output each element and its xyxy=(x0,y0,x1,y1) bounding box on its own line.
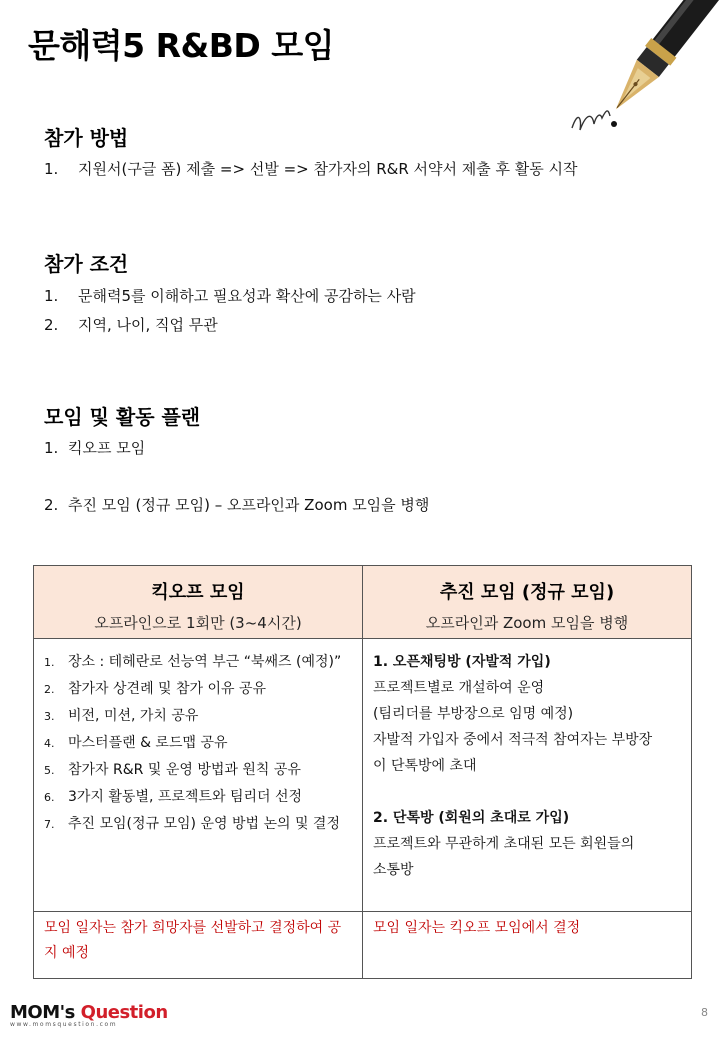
regular-date-note: 모임 일자는 킥오프 모임에서 결정 xyxy=(363,912,692,979)
text-line: (팀리더를 부방장으로 임명 예정) xyxy=(373,706,574,722)
regular-title: 추진 모임 (정규 모임) xyxy=(439,581,615,603)
list-item: 2. 참가자 상견례 및 참가 이유 공유 xyxy=(44,681,267,697)
text-line: 자발적 가입자 중에서 적극적 참여자는 부방장 xyxy=(373,732,653,748)
open-chat-title: 1. 오픈채팅방 (자발적 가입) xyxy=(373,654,551,670)
regular-header-cell xyxy=(363,566,692,639)
section-heading-conditions: 참가 조건 xyxy=(44,252,129,276)
list-item: 1. 킥오프 모임 xyxy=(44,439,146,457)
list-item: 7. 추진 모임(정규 모임) 운영 방법 논의 및 결정 xyxy=(44,816,340,832)
logo-url: www.momsquestion.com xyxy=(10,1021,118,1028)
kickoff-header-cell xyxy=(34,566,363,639)
section-heading-method: 참가 방법 xyxy=(44,126,129,150)
text-line: 프로젝트별로 개설하여 운영 xyxy=(373,680,545,696)
page-title: 문해력5 R&BD 모임 xyxy=(28,26,335,65)
page-number: 8 xyxy=(701,1006,708,1019)
logo-accent-text: Question xyxy=(80,1002,168,1023)
kickoff-title: 킥오프 모임 xyxy=(151,581,245,603)
list-item: 1. 문해력5를 이해하고 필요성과 확산에 공감하는 사람 xyxy=(44,287,416,305)
section-heading-plan: 모임 및 활동 플랜 xyxy=(44,405,201,429)
kickoff-date-note: 모임 일자는 참가 희망자를 선발하고 결정하여 공지 예정 xyxy=(34,912,363,979)
kickoff-agenda-cell xyxy=(34,639,363,912)
text-line: 프로젝트와 무관하게 초대된 모든 회원들의 xyxy=(373,836,635,852)
regular-detail-cell xyxy=(363,639,692,912)
kickoff-subtitle: 오프라인으로 1회만 (3~4시간) xyxy=(94,613,302,632)
list-item: 5. 참가자 R&R 및 운영 방법과 원칙 공유 xyxy=(44,762,301,778)
list-item: 1. 지원서(구글 폼) 제출 => 선발 => 참가자의 R&R 서약서 제출 후 활동 시작 xyxy=(44,160,578,178)
list-item: 6. 3가지 활동별, 프로젝트와 팀리더 선정 xyxy=(44,789,303,805)
group-chat-title: 2. 단톡방 (회원의 초대로 가입) xyxy=(373,810,570,826)
fountain-pen-icon xyxy=(552,0,720,140)
list-item: 2. 지역, 나이, 직업 무관 xyxy=(44,316,218,334)
regular-subtitle: 오프라인과 Zoom 모임을 병행 xyxy=(425,613,629,632)
list-item: 3. 비전, 미션, 가치 공유 xyxy=(44,708,199,724)
list-item: 4. 마스터플랜 & 로드맵 공유 xyxy=(44,735,228,751)
company-logo xyxy=(10,1002,168,1028)
list-item: 1. 장소 : 테헤란로 선능역 부근 “북쌔즈 (예정)” xyxy=(44,654,342,670)
meeting-plan-table xyxy=(33,565,692,979)
text-line: 소통방 xyxy=(373,862,414,878)
list-item: 2. 추진 모임 (정규 모임) – 오프라인과 Zoom 모임을 병행 xyxy=(44,496,430,514)
text-line: 이 단톡방에 초대 xyxy=(373,758,477,774)
kickoff-agenda-list xyxy=(44,649,362,838)
logo-main-text: MOM's xyxy=(10,1002,75,1023)
